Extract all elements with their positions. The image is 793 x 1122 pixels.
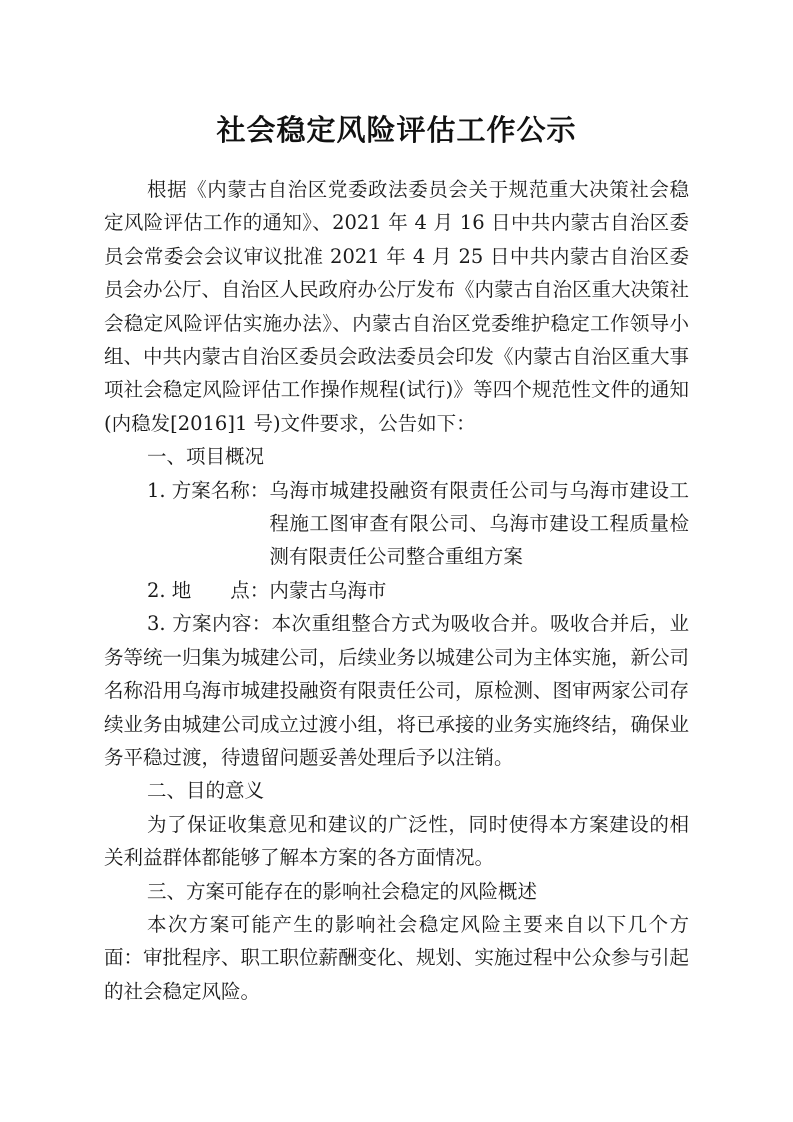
- scheme-name-value: 乌海市城建投融资有限责任公司与乌海市建设工程施工图审查有限公司、乌海市建设工程质量检测有限责任公司整合重组方案: [269, 478, 689, 569]
- location-value: 内蒙古乌海市: [269, 578, 387, 602]
- section-3-heading: 三、方案可能存在的影响社会稳定的风险概述: [147, 879, 538, 903]
- intro-paragraph: 根据《内蒙古自治区党委政法委员会关于规范重大决策社会稳定风险评估工作的通知》、2021 年 4 月 16 日中共内蒙古自治区委员会常委会会议审议批准 2021 年 4 月 25 日中共内蒙古自治区委员会办公厅、自治区人民政府办公厅发布《内蒙古自治区重大决策社会稳定风险评估实施办法》、内蒙古自治区党委维护稳定工作领导小组、中共内蒙古自治区委员会政法委员会印发《内蒙古自治区重大事项社会稳定风险评估工作操作规程(试行)》等四个规范性文件的通知(内稳发[2016]1 号)文件要求，公告如下：: [104, 178, 690, 435]
- location-label: 2. 地 点：: [147, 578, 270, 602]
- scheme-content-value: 本次重组整合方式为吸收合并。吸收合并后，业务等统一归集为城建公司，后续业务以城建公司为主体实施，新公司名称沿用乌海市城建投融资有限责任公司，原检测、图审两家公司存续业务由城建公司成立过渡小组，将已承接的业务实施终结，确保业务平稳过渡，待遗留问题妥善处理后予以注销。: [104, 612, 690, 769]
- scheme-name-label: 1. 方案名称：: [147, 478, 270, 502]
- section-1-heading: 一、项目概况: [147, 445, 265, 469]
- scheme-content-paragraph: [104, 607, 689, 774]
- section-3-body: 本次方案可能产生的影响社会稳定风险主要来自以下几个方面：审批程序、职工职位薪酬变化、规划、实施过程中公众参与引起的社会稳定风险。: [104, 912, 690, 1003]
- section-2-body: 为了保证收集意见和建议的广泛性，同时使得本方案建设的相关利益群体都能够了解本方案的各方面情况。: [104, 812, 689, 870]
- page-title: 社会稳定风险评估工作公示: [216, 113, 577, 147]
- location-item: [104, 574, 689, 607]
- section-2-heading: 二、目的意义: [147, 779, 265, 803]
- scheme-name-item: [104, 474, 689, 574]
- scheme-content-label: 3. 方案内容：: [147, 612, 272, 636]
